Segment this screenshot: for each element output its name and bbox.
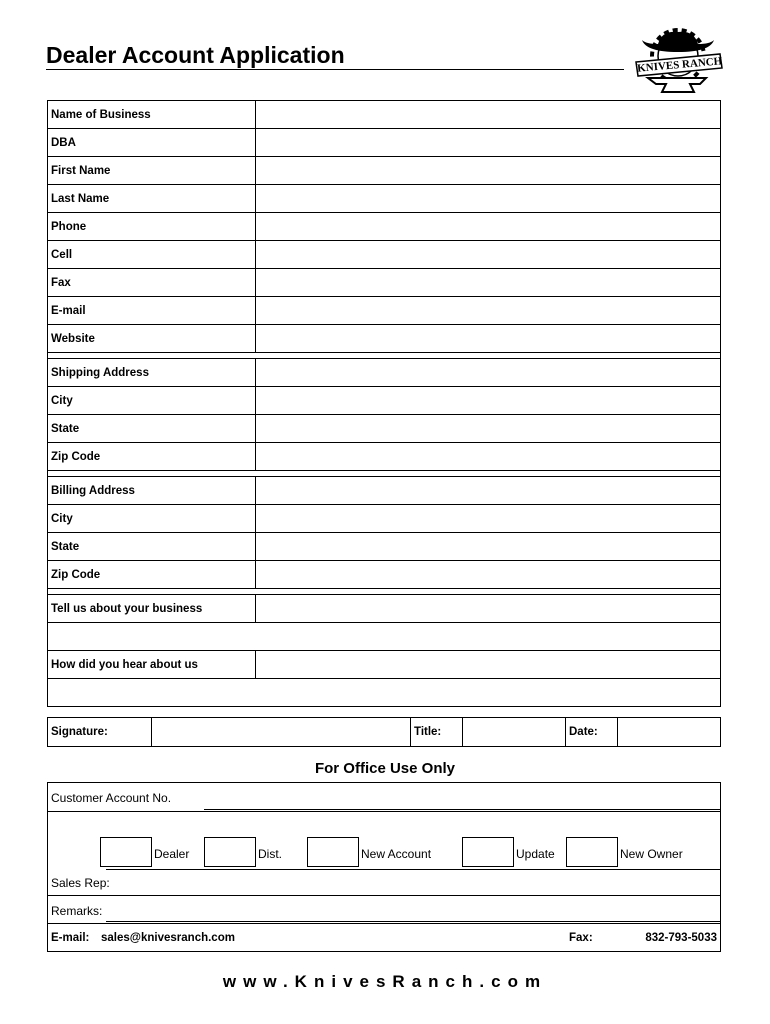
field-input[interactable] <box>256 241 721 269</box>
field-input[interactable] <box>256 157 721 185</box>
answer-field[interactable] <box>48 679 721 707</box>
field-label: How did you hear about us <box>48 651 256 679</box>
date-label: Date: <box>566 718 618 747</box>
field-input[interactable] <box>256 297 721 325</box>
office-fax-value: 832-793-5033 <box>645 932 717 944</box>
field-input[interactable] <box>256 443 721 471</box>
divider <box>48 923 720 924</box>
form-row <box>48 101 721 129</box>
field-label: Cell <box>48 241 256 269</box>
form-row <box>48 387 721 415</box>
field-label: City <box>48 505 256 533</box>
field-input[interactable] <box>256 561 721 589</box>
field-label: Zip Code <box>48 443 256 471</box>
field-input[interactable] <box>256 101 721 129</box>
field-input[interactable] <box>256 595 721 623</box>
dist-checkbox[interactable] <box>204 837 256 867</box>
divider <box>48 811 720 812</box>
footer-website: www.KnivesRanch.com <box>222 972 548 991</box>
field-label: State <box>48 415 256 443</box>
dealer-checkbox-label: Dealer <box>154 847 190 861</box>
field-label: Zip Code <box>48 561 256 589</box>
divider <box>48 895 720 896</box>
logo-text: KNIVES RANCH <box>636 55 723 75</box>
field-input[interactable] <box>256 185 721 213</box>
field-input[interactable] <box>256 415 721 443</box>
new-owner-checkbox-label: New Owner <box>620 847 683 861</box>
title-underline <box>46 69 624 70</box>
field-label: Name of Business <box>48 101 256 129</box>
office-fax-label: Fax: <box>569 932 593 944</box>
new-owner-checkbox[interactable] <box>566 837 618 867</box>
form-row <box>48 561 721 589</box>
field-label: E-mail <box>48 297 256 325</box>
anvil-hat-gear-logo <box>628 22 728 98</box>
form-row <box>48 213 721 241</box>
form-row <box>48 443 721 471</box>
field-label: Shipping Address <box>48 359 256 387</box>
field-label: Fax <box>48 269 256 297</box>
dist-checkbox-label: Dist. <box>258 847 282 861</box>
form-row <box>48 269 721 297</box>
signature-field[interactable] <box>152 718 411 747</box>
form-row <box>48 505 721 533</box>
dealer-info-table <box>47 100 721 707</box>
title-field[interactable] <box>463 718 566 747</box>
page-title: Dealer Account Application <box>46 42 345 68</box>
update-checkbox-label: Update <box>516 847 555 861</box>
new-account-checkbox[interactable] <box>307 837 359 867</box>
field-input[interactable] <box>256 359 721 387</box>
field-input[interactable] <box>256 651 721 679</box>
answer-row <box>48 623 721 651</box>
field-input[interactable] <box>256 213 721 241</box>
field-label: Website <box>48 325 256 353</box>
form-row <box>48 595 721 623</box>
sales-rep-field[interactable] <box>106 869 720 870</box>
form-row <box>48 297 721 325</box>
form-row <box>48 325 721 353</box>
date-field[interactable] <box>618 718 721 747</box>
office-email-label: E-mail: <box>51 932 90 944</box>
field-input[interactable] <box>256 129 721 157</box>
remarks-field[interactable] <box>106 921 720 922</box>
remarks-label: Remarks: <box>51 904 103 918</box>
customer-account-label: Customer Account No. <box>51 791 172 805</box>
field-input[interactable] <box>256 533 721 561</box>
signature-row <box>47 717 721 747</box>
office-email-value: sales@knivesranch.com <box>101 932 235 944</box>
form-row <box>48 241 721 269</box>
form-row <box>48 477 721 505</box>
new-account-checkbox-label: New Account <box>361 847 432 861</box>
answer-field[interactable] <box>48 623 721 651</box>
field-label: State <box>48 533 256 561</box>
dealer-checkbox[interactable] <box>100 837 152 867</box>
form-row <box>48 415 721 443</box>
field-label: DBA <box>48 129 256 157</box>
sales-rep-label: Sales Rep: <box>51 876 110 890</box>
field-label: Tell us about your business <box>48 595 256 623</box>
field-input[interactable] <box>256 269 721 297</box>
form-row <box>48 651 721 679</box>
field-input[interactable] <box>256 477 721 505</box>
form-row <box>48 129 721 157</box>
form-row <box>48 185 721 213</box>
field-label: City <box>48 387 256 415</box>
form-row <box>48 157 721 185</box>
form-row <box>48 533 721 561</box>
office-use-box <box>47 782 721 952</box>
form-row <box>48 359 721 387</box>
update-checkbox[interactable] <box>462 837 514 867</box>
field-input[interactable] <box>256 387 721 415</box>
field-label: Billing Address <box>48 477 256 505</box>
field-label: First Name <box>48 157 256 185</box>
answer-row <box>48 679 721 707</box>
customer-account-field[interactable] <box>204 809 720 810</box>
title-label: Title: <box>411 718 463 747</box>
signature-label: Signature: <box>48 718 152 747</box>
field-label: Last Name <box>48 185 256 213</box>
field-label: Phone <box>48 213 256 241</box>
field-input[interactable] <box>256 325 721 353</box>
field-input[interactable] <box>256 505 721 533</box>
office-use-heading: For Office Use Only <box>314 760 456 777</box>
